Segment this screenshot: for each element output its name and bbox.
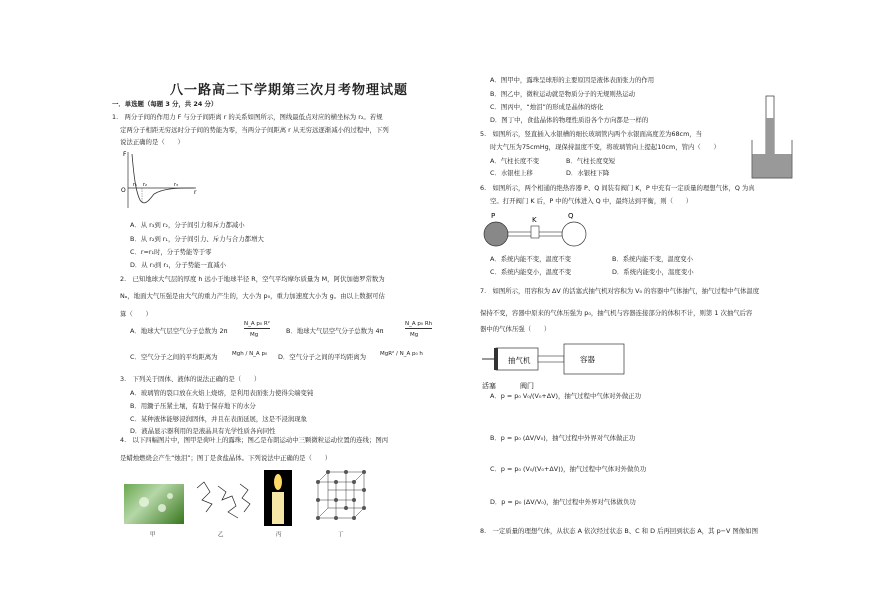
q1-line3: 说法正确的是（ ）: [120, 138, 184, 146]
q4-line2: 是蜡烛燃烧会产生“烛泪”；图丁是食盐晶体。下列说法中正确的是（ ）: [120, 454, 332, 462]
q5-option-b: B．气柱长度变短: [566, 157, 616, 165]
graph-f-label: F: [123, 151, 127, 158]
q3-option-b: B．用鋤子压紧土壤，有助于保存地下的水分: [130, 402, 256, 410]
label-piston: 活塞: [482, 382, 496, 390]
q2-line3: 算（ ）: [120, 310, 152, 318]
q3-option-d: D．液晶显示器利用的是液晶具有光学性质各向同性: [130, 427, 276, 435]
label-valve: 阀门: [520, 382, 534, 390]
q3-stem: 3. 下列关于固体、液体的说法正确的是（ ）: [120, 375, 261, 383]
q2-a-numerator: N_A p₀ R²: [244, 321, 270, 327]
graph-o-label: O: [121, 187, 126, 194]
q4-option-b: B．图乙中，微粒运动就是物质分子的无规则热运动: [490, 90, 635, 98]
q2-d-formula: MgR² / N_A p₀ h: [380, 351, 423, 357]
force-distance-graph: [118, 148, 198, 210]
salt-crystal-image: [310, 468, 370, 526]
q7-line2: 保持不变，容器中原来的气体压强为 p₀，抽气机与容器连接部分的体积不计，则第 1 次抽气后容: [480, 309, 753, 317]
brownian-motion-image: [192, 478, 254, 528]
q6-option-d: D．系统内能变小，温度变小: [612, 268, 694, 276]
q3-option-c: C．某种液体能够浸润固体，并且在表面延展，这是不浸润现象: [130, 415, 308, 423]
q5-line1: 5. 如图所示，竖直插入水银槽的细长玻璃管内两个水银面高度差为68cm，当: [480, 130, 703, 138]
q5-option-c: C．水银柱上移: [490, 169, 533, 177]
q2-b-denominator: Mg: [410, 332, 419, 338]
label-k: K: [532, 216, 537, 224]
q1-option-b: B．从 r₂到 r₁，分子间引力、斥力与合力都增大: [130, 235, 264, 243]
q4-option-c: C．图丙中，“烛泪”的形成是晶体的熔化: [490, 103, 604, 111]
graph-r3-label: r₃: [174, 182, 179, 188]
q4-line1: 4. 以下四幅图片中，图甲是荷叶上的露珠；图乙是布朗运动中三颗微粒运动位置的连线；图丙: [120, 436, 389, 444]
q2-option-d: D．空气分子之间的平均距离为: [278, 353, 366, 361]
q2-line2: Nₐ，地面大气压强是由大气的重力产生的，大小为 p₀，重力加速度大小为 g。由以上数据可估: [120, 292, 385, 300]
q2-option-b: B．地球大气层空气分子总数为 4π: [286, 327, 384, 335]
q6-option-c: C．系统内能变小，温度不变: [490, 268, 572, 276]
q6-option-a: A．系统内能不变，温度不变: [490, 255, 572, 263]
q7-option-b: B．p = p₀ (ΔV/V₀)，抽气过程中外界对气体做正功: [490, 434, 636, 442]
label-pump: 抽气机: [508, 356, 531, 365]
q3-option-a: A．玻璃管的裂口放在火焰上烧熔，是利用表面张力使得尖端变钝: [130, 389, 314, 397]
q6-line1: 6. 如图所示，两个相通的绝热容器 P、Q 间装有阀门 K，P 中充有一定质量的理想气体，Q 为真: [480, 184, 755, 192]
q7-line1: 7. 如图所示，用容积为 ΔV 的活塞式抽气机对容积为 V₀ 的容器中气体抽气，抽气过程中气体温度: [480, 287, 760, 295]
caption-jia: 甲: [150, 532, 156, 538]
q2-option-a: A．地球大气层空气分子总数为 2π: [130, 327, 228, 335]
graph-r-label: r: [194, 189, 197, 196]
q2-option-c: C．空气分子之间的平均距离为: [130, 353, 218, 361]
q2-b-numerator: N_A p₀ Rh: [405, 321, 433, 327]
q2-a-denominator: Mg: [250, 332, 259, 338]
q7-option-d: D．p = p₀ (ΔV/V₀)，抽气过程中外界对气体做负功: [490, 498, 636, 506]
q6-option-b: B．系统内能不变，温度变小: [612, 255, 694, 263]
label-container: 容器: [580, 355, 595, 364]
caption-yi: 乙: [218, 532, 224, 538]
q1-option-c: C．r=r₁时，分子势能等于零: [130, 248, 212, 256]
graph-r1-label: r₁: [133, 182, 138, 188]
q1-option-a: A．从 r₃到 r₂，分子间引力和斥力都减小: [130, 221, 245, 229]
q8-stem: 8. 一定质量的理想气体，从状态 A 依次经过状态 B、C 和 D 后再回到状态 A，其 p−V 图像如图: [480, 527, 758, 535]
q5-option-d: D．水银柱下降: [566, 169, 610, 177]
q1-line2: 定两分子相距无穷远时分子间的势能为零，当两分子间距离 r 从无穷远逐渐减小的过程中，下列: [120, 126, 389, 134]
q4-option-d: D．图丁中，食盐晶体的物理性质沿各个方向都是一样的: [490, 116, 649, 124]
page-title: 八一路高二下学期第三次月考物理试题: [170, 83, 409, 98]
candle-image: [264, 470, 292, 526]
dewdrop-leaf-image: [124, 484, 184, 524]
q4-option-a: A．图甲中，露珠呈球形的主要原因是液体表面张力的作用: [490, 76, 655, 84]
q2-line1: 2. 已知地球大气层的厚度 h 远小于地球半径 R，空气平均摩尔质量为 M，阿伏加德罗常数为: [120, 275, 385, 283]
label-p: P: [491, 212, 496, 220]
label-q: Q: [568, 212, 574, 220]
q7-option-a: A．p = p₀ V₀/(V₀+ΔV)，抽气过程中气体对外做正功: [490, 392, 642, 400]
q2-c-formula: Mgh / N_A p₀: [232, 351, 268, 357]
q1-option-d: D．从 r₃到 r₁，分子势能一直减小: [130, 261, 227, 269]
q1-line1: 1. 两分子间的作用力 F 与分子间距离 r 的关系如图所示，图线最低点对应的横坐标为 r₂。若规: [112, 113, 383, 121]
graph-r2-label: r₂: [143, 182, 148, 188]
caption-ding: 丁: [338, 532, 344, 538]
mercury-tube-figure: [748, 92, 796, 182]
q7-line3: 器中的气体压强（ ）: [480, 325, 551, 333]
section-heading: 一．单选题（每题 3 分，共 24 分）: [112, 100, 218, 108]
q6-line2: 空。打开阀门 K 后，P 中的气体进入 Q 中，最终达到平衡，则（ ）: [490, 197, 693, 205]
caption-bing: 丙: [276, 532, 282, 538]
q7-option-c: C．p = p₀ (V₀/(V₀+ΔV))，抽气过程中气体对外做负功: [490, 465, 647, 473]
q5-option-a: A．气柱长度不变: [490, 157, 540, 165]
pump-figure: [480, 340, 640, 396]
q5-line2: 时大气压为75cmHg，现保持温度不变，将玻璃管向上提起10cm，管内（ ）: [490, 143, 720, 151]
pq-containers-figure: [482, 208, 592, 256]
